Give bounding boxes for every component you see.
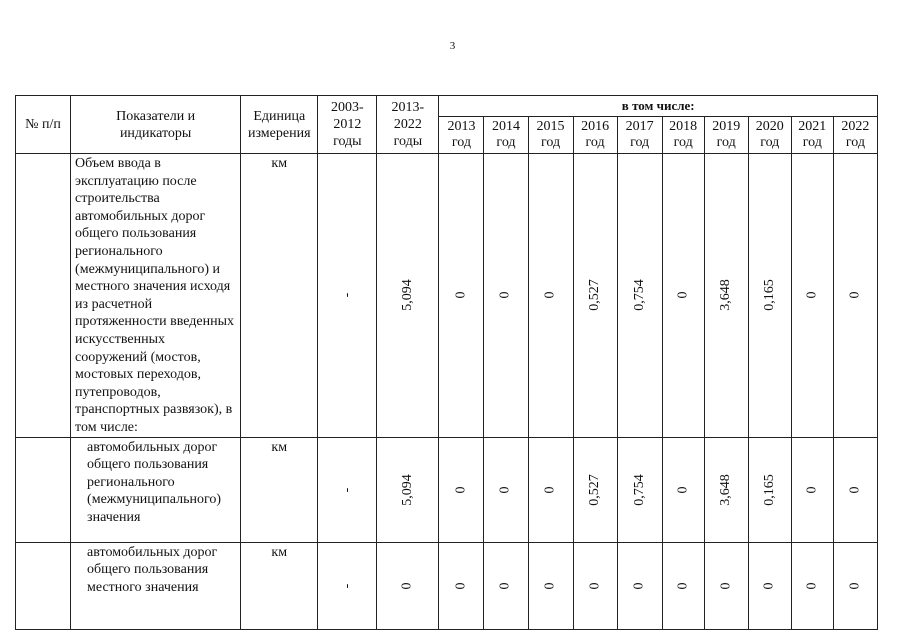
value-cell: 5,094 bbox=[377, 437, 439, 542]
value-cell: 0 bbox=[704, 542, 748, 629]
value-cell: 0,527 bbox=[573, 154, 617, 438]
value-cell: 0 bbox=[662, 154, 704, 438]
value-cell: 0 bbox=[617, 542, 662, 629]
row-num bbox=[16, 154, 71, 438]
indicators-table bbox=[15, 95, 878, 630]
value-cell: 0 bbox=[439, 542, 484, 629]
header-indicator: Показатели и индикаторы bbox=[71, 96, 241, 154]
row-unit: км bbox=[241, 437, 318, 542]
value-cell: 0,165 bbox=[748, 154, 791, 438]
value-cell: 0,754 bbox=[617, 154, 662, 438]
value-cell: 0 bbox=[791, 154, 833, 438]
header-year: 2020 год bbox=[748, 117, 791, 154]
value-cell: 0 bbox=[528, 542, 573, 629]
row-unit: км bbox=[241, 542, 318, 629]
value-cell: 0 bbox=[484, 154, 528, 438]
value-cell: 0 bbox=[833, 154, 877, 438]
value-cell: 5,094 bbox=[377, 154, 439, 438]
value-cell: 0,165 bbox=[748, 437, 791, 542]
table-row bbox=[16, 542, 878, 629]
header-year: 2013 год bbox=[439, 117, 484, 154]
header-year: 2018 год bbox=[662, 117, 704, 154]
row-num bbox=[16, 542, 71, 629]
value-cell: 3,648 bbox=[704, 437, 748, 542]
header-year: 2022 год bbox=[833, 117, 877, 154]
row-description: автомобильных дорог общего пользования регионального (межмуниципального) значения bbox=[71, 437, 241, 542]
value-cell: 0 bbox=[439, 154, 484, 438]
table-row bbox=[16, 154, 878, 438]
page-number: 3 bbox=[449, 40, 456, 52]
row-description: автомобильных дорог общего пользования местного значения bbox=[71, 542, 241, 629]
value-cell: 0 bbox=[833, 542, 877, 629]
value-cell: 3,648 bbox=[704, 154, 748, 438]
header-year: 2015 год bbox=[528, 117, 573, 154]
row-description: Объем ввода в эксплуатацию после строительства автомобильных дорог общего пользования регионального (межмуниципального) и местного значения исходя из расчетной протяженности введенных искусственных сооружений (мостов, мостовых переходов, путепроводов, транспортных развязок), в том числе: bbox=[71, 154, 241, 438]
value-cell: 0 bbox=[528, 437, 573, 542]
header-including: в том числе: bbox=[439, 96, 878, 117]
value-cell: 0 bbox=[439, 437, 484, 542]
header-period-2013-2022: 2013-2022 годы bbox=[377, 96, 439, 154]
value-cell: 0 bbox=[662, 437, 704, 542]
value-cell: 0 bbox=[528, 154, 573, 438]
row-unit: км bbox=[241, 154, 318, 438]
value-cell: 0 bbox=[662, 542, 704, 629]
header-year: 2021 год bbox=[791, 117, 833, 154]
header-period-2003-2012: 2003-2012 годы bbox=[318, 96, 377, 154]
value-cell: - bbox=[318, 542, 377, 629]
header-year: 2014 год bbox=[484, 117, 528, 154]
header-unit: Единица измерения bbox=[241, 96, 318, 154]
value-cell: 0 bbox=[833, 437, 877, 542]
row-num bbox=[16, 437, 71, 542]
header-year: 2016 год bbox=[573, 117, 617, 154]
value-cell: - bbox=[318, 154, 377, 438]
value-cell: 0 bbox=[484, 542, 528, 629]
value-cell: 0 bbox=[791, 437, 833, 542]
value-cell: 0 bbox=[573, 542, 617, 629]
value-cell: 0,754 bbox=[617, 437, 662, 542]
value-cell: 0 bbox=[484, 437, 528, 542]
value-cell: 0 bbox=[791, 542, 833, 629]
value-cell: 0,527 bbox=[573, 437, 617, 542]
header-year: 2017 год bbox=[617, 117, 662, 154]
value-cell: 0 bbox=[377, 542, 439, 629]
header-num: № п/п bbox=[16, 96, 71, 154]
value-cell: 0 bbox=[748, 542, 791, 629]
value-cell: - bbox=[318, 437, 377, 542]
header-year: 2019 год bbox=[704, 117, 748, 154]
table-row bbox=[16, 437, 878, 542]
